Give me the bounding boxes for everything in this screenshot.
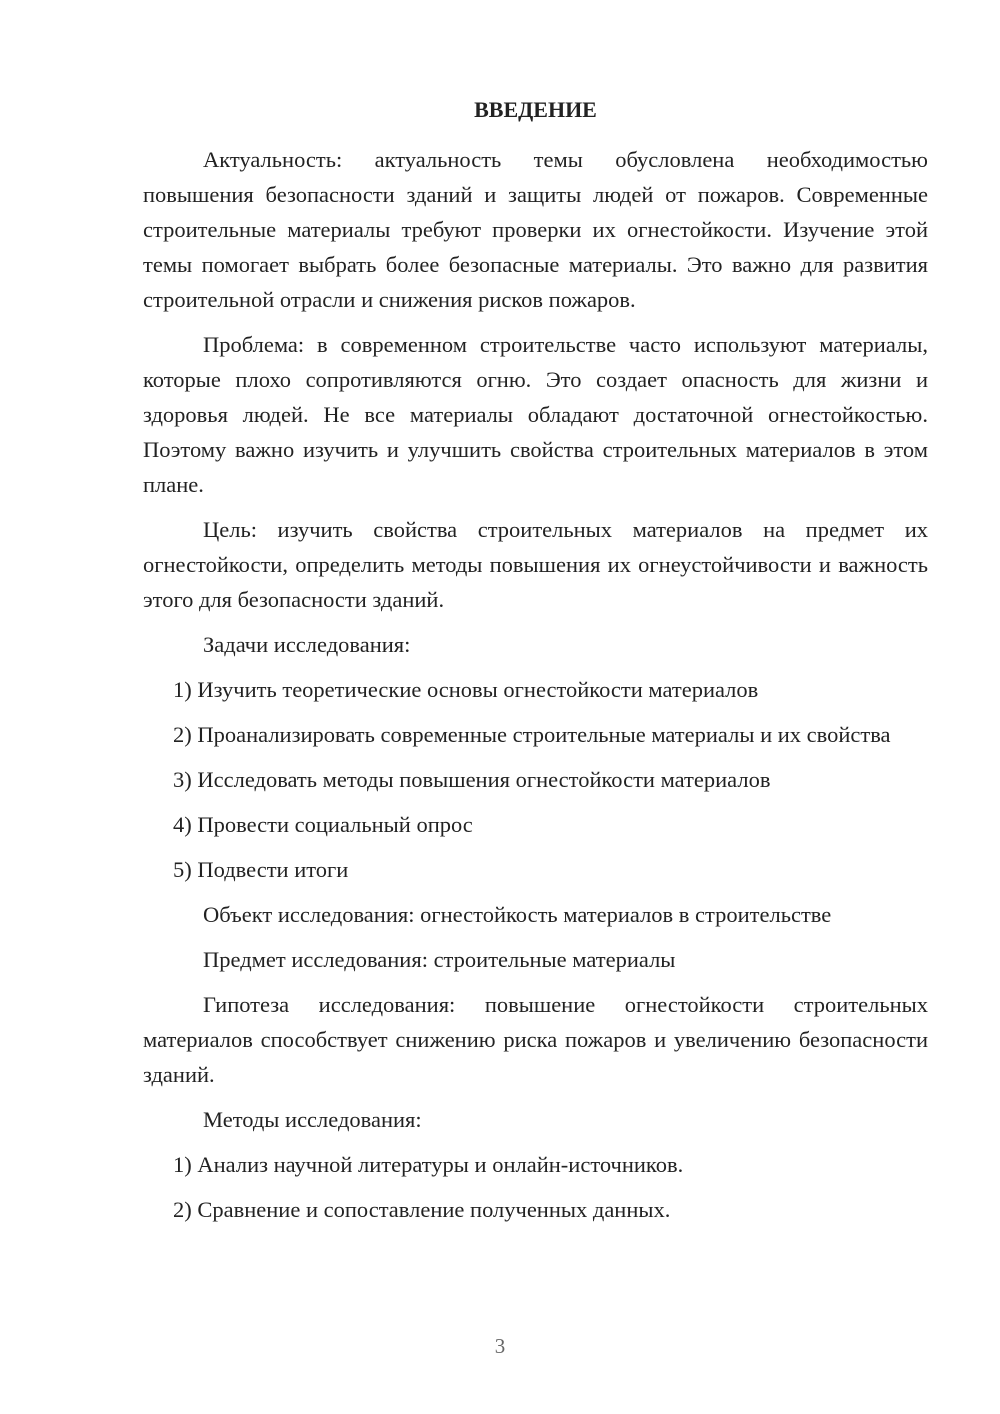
object-paragraph: Объект исследования: огнестойкость материалов в строительстве (203, 902, 832, 927)
goal-paragraph: Цель: изучить свойства строительных материалов на предмет их огнестойкости, определить методы повышения их огнеустойчивости и важность этого для безопасности зданий. (143, 517, 928, 612)
task-item: 2) Проанализировать современные строительные материалы и их свойства (173, 722, 891, 747)
task-item: 4) Провести социальный опрос (173, 812, 473, 837)
methods-heading: Методы исследования: (203, 1107, 422, 1132)
task-item: 3) Исследовать методы повышения огнестойкости материалов (173, 767, 771, 792)
page-number: 3 (494, 1334, 506, 1358)
problem-paragraph: Проблема: в современном строительстве часто используют материалы, которые плохо сопротивляются огню. Это создает опасность для жизни и здоровья людей. Не все материалы обладают достаточной огнестойкостью. Поэтому важно изучить и улучшить свойства строительных материалов в этом плане. (143, 332, 928, 497)
method-item: 1) Анализ научной литературы и онлайн-источников. (173, 1152, 684, 1177)
subject-paragraph: Предмет исследования: строительные материалы (203, 947, 676, 972)
document-page (143, 92, 928, 1237)
page-title: ВВЕДЕНИЕ (474, 97, 597, 122)
task-item: 1) Изучить теоретические основы огнестойкости материалов (173, 677, 759, 702)
tasks-heading: Задачи исследования: (203, 632, 411, 657)
task-item: 5) Подвести итоги (173, 857, 349, 882)
method-item: 2) Сравнение и сопоставление полученных данных. (173, 1197, 671, 1222)
hypothesis-paragraph: Гипотеза исследования: повышение огнестойкости строительных материалов способствует снижению риска пожаров и увеличению безопасности зданий. (143, 992, 928, 1087)
relevance-paragraph: Актуальность: актуальность темы обусловлена необходимостью повышения безопасности зданий и защиты людей от пожаров. Современные строительные материалы требуют проверки их огнестойкости. Изучение этой темы помогает выбрать более безопасные материалы. Это важно для развития строительной отрасли и снижения рисков пожаров. (143, 147, 928, 312)
